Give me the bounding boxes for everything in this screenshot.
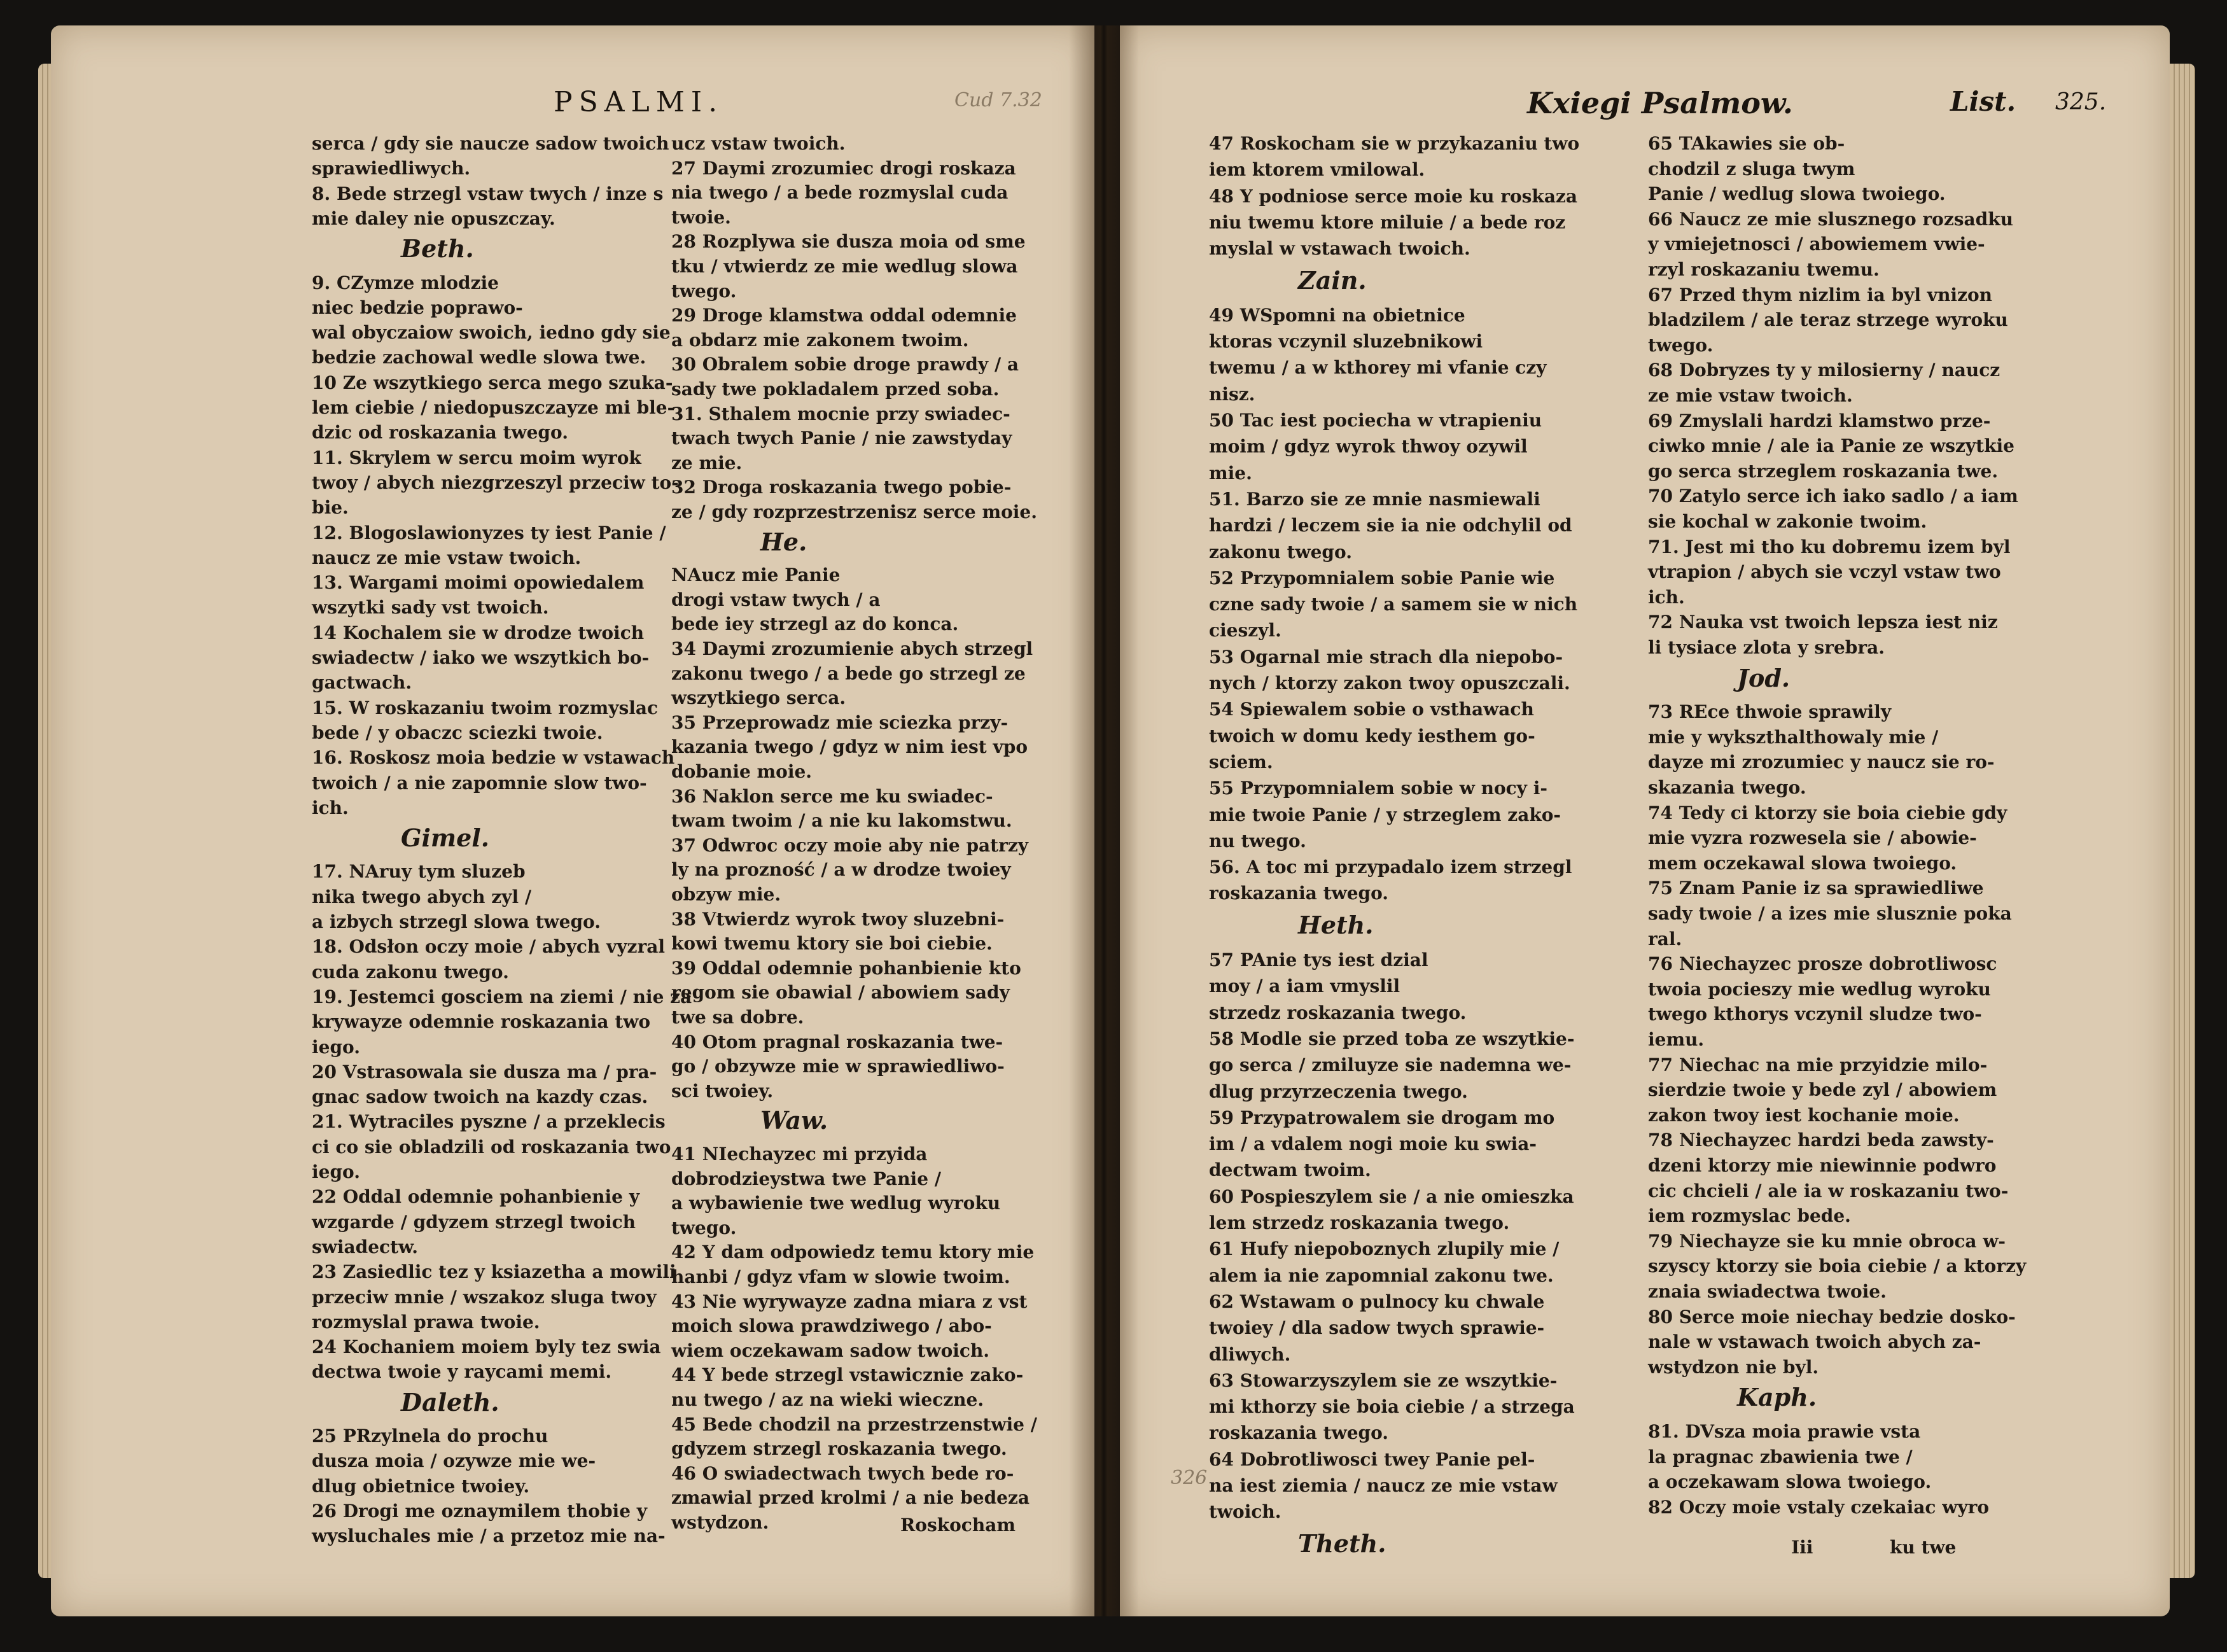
verse-line: naucz ze mie vstaw twoich.	[312, 547, 582, 568]
verse-line: 37 Odwroc oczy moie aby nie patrzy	[671, 834, 1029, 856]
section-heading: Kaph.	[1737, 1383, 1817, 1412]
verse-line: niu twemu ktore miluie / a bede roz	[1209, 211, 1566, 233]
verse-line: gactwach.	[312, 672, 412, 694]
verse-line: 72 Nauka vst twoich lepsza iest niz	[1648, 612, 1998, 633]
verse-line: mem oczekawal slowa twoiego.	[1648, 852, 1957, 874]
verse-line: 54 Spiewalem sobie o vsthawach	[1209, 699, 1534, 720]
verse-line: 50 Tac iest pociecha w vtrapieniu	[1209, 410, 1542, 431]
verse-line: 76 Niechayzec prosze dobrotliwosc	[1648, 953, 1997, 975]
verse-line: skazania twego.	[1648, 777, 1806, 798]
verse-line: lem ciebie / niedopuszczayze mi ble-	[312, 397, 675, 418]
folio-label: List.	[1950, 86, 2016, 117]
verse-line: twego.	[1648, 334, 1714, 356]
verse-line: iego.	[312, 1161, 360, 1182]
signature-mark: Iii	[1791, 1537, 1813, 1558]
verse-line: 10 Ze wszytkiego serca mego szuka-	[312, 372, 673, 393]
verse-line: 57 PAnie tys iest dzial	[1209, 949, 1428, 970]
verse-line: 77 Niechac na mie przyidzie milo-	[1648, 1054, 1988, 1075]
verse-line: ich.	[312, 797, 349, 818]
verse-line: bie.	[312, 497, 349, 519]
verse-line: 22 Oddal odemnie pohanbienie y	[312, 1186, 640, 1208]
verse-line: strzedz roskazania twego.	[1209, 1002, 1467, 1023]
verse-line: 23 Zasiedlic tez y ksiazetha a mowili	[312, 1261, 676, 1283]
verse-line: roskazania twego.	[1209, 883, 1389, 904]
verse-line: twego.	[671, 280, 737, 302]
verse-line: dectwam twoim.	[1209, 1159, 1371, 1181]
verse-line: 70 Zatylo serce ich iako sadlo / a iam	[1648, 486, 2018, 507]
verse-line: 35 Przeprowadz mie sciezka przy-	[671, 711, 1009, 733]
catchword-right: ku twe	[1890, 1537, 1957, 1558]
page-edges-right	[2170, 64, 2195, 1578]
verse-line: dayze mi zrozumiec y naucz sie ro-	[1648, 752, 1995, 773]
verse-line: 73 REce thwoie sprawily	[1648, 701, 1892, 723]
section-heading: Daleth.	[401, 1387, 499, 1417]
verse-line: zakonu twego / a bede go strzegl ze	[671, 662, 1026, 684]
verse-line: dlug obietnice twoiey.	[312, 1475, 530, 1497]
verse-line: dlug przyrzeczenia twego.	[1209, 1081, 1468, 1102]
verse-line: 61 Hufy niepoboznych zlupily mie /	[1209, 1238, 1560, 1260]
verse-line: iem rozmyslac bede.	[1648, 1205, 1851, 1227]
verse-line: 14 Kochalem sie w drodze twoich	[312, 622, 645, 643]
verse-line: czne sady twoie / a samem sie w nich	[1209, 594, 1578, 615]
verse-line: twego.	[671, 1217, 737, 1238]
section-heading: Waw.	[760, 1106, 828, 1135]
verse-line: 36 Naklon serce me ku swiadec-	[671, 785, 993, 807]
verse-line: kazania twego / gdyz w nim iest vpo	[671, 736, 1028, 758]
verse-line: ktoras vczynil sluzebnikowi	[1209, 331, 1483, 353]
verse-line: moim / gdyz wyrok thwoy ozywil	[1209, 436, 1528, 458]
verse-line: moy / a iam vmyslil	[1209, 976, 1400, 997]
verse-line: dectwa twoie y raycami memi.	[312, 1361, 612, 1383]
verse-line: iego.	[312, 1036, 360, 1058]
verse-line: 24 Kochaniem moiem byly tez swia	[312, 1336, 661, 1358]
verse-line: 71. Jest mi tho ku dobremu izem byl	[1648, 536, 2011, 557]
verse-line: dzeni ktorzy mie niewinnie podwro	[1648, 1155, 1997, 1176]
verse-line: cuda zakonu twego.	[312, 961, 509, 983]
running-head-right: Kxiegi Psalmow.	[1527, 86, 1793, 120]
verse-line: wstydzon nie byl.	[1648, 1356, 1819, 1378]
verse-line: gnac sadow twoich na kazdy czas.	[312, 1086, 648, 1108]
verse-line: wysluchales mie / a przetoz mie na-	[312, 1525, 666, 1547]
verse-line: sierdzie twoie y bede zyl / abowiem	[1648, 1079, 1997, 1101]
pencil-note-right: 326	[1171, 1467, 1208, 1489]
verse-line: 53 Ogarnal mie strach dla niepobo-	[1209, 646, 1563, 668]
verse-line: przeciw mnie / wszakoz sluga twoy	[312, 1286, 657, 1308]
verse-line: twego kthorys vczynil sludze two-	[1648, 1004, 1982, 1025]
verse-line: regom sie obawial / abowiem sady	[671, 982, 1010, 1004]
verse-line: 15. W roskazaniu twoim rozmyslac	[312, 697, 659, 718]
section-heading: He.	[760, 527, 807, 556]
verse-line: rozmyslal prawa twoie.	[312, 1311, 540, 1333]
verse-line: hardzi / leczem sie ia nie odchylil od	[1209, 515, 1572, 536]
verse-line: 30 Obralem sobie droge prawdy / a	[671, 354, 1019, 375]
verse-line: y vmiejetnosci / abowiemem vwie-	[1648, 234, 1985, 255]
verse-line: sie kochal w zakonie twoim.	[1648, 511, 1927, 532]
verse-line: 41 NIechayzec mi przyida	[671, 1144, 928, 1165]
verse-line: vtrapion / abych sie vczyl vstaw two	[1648, 561, 2001, 583]
verse-line: 82 Oczy moie vstaly czekaiac wyro	[1648, 1496, 1990, 1518]
verse-line: kowi twemu ktory sie boi ciebie.	[671, 933, 993, 955]
section-heading: Jod.	[1737, 663, 1791, 692]
verse-line: a izbych strzegl slowa twego.	[312, 911, 601, 932]
verse-line: 47 Roskocham sie w przykazaniu two	[1209, 133, 1580, 154]
verse-line: go serca / zmiluyze sie nademna we-	[1209, 1054, 1572, 1076]
verse-line: 81. DVsza moia prawie vsta	[1648, 1421, 1921, 1442]
verse-line: 11. Skrylem w sercu moim wyrok	[312, 447, 641, 468]
verse-line: 60 Pospieszylem sie / a nie omieszka	[1209, 1186, 1574, 1207]
verse-line: 34 Daymi zrozumienie abych strzegl	[671, 638, 1033, 659]
verse-line: szyscy ktorzy sie boia ciebie / a ktorzy	[1648, 1256, 2027, 1277]
verse-line: 9. CZymze mlodzie	[312, 272, 499, 293]
verse-line: wszytkiego serca.	[671, 687, 846, 709]
verse-line: 8. Bede strzegl vstaw twych / inze s	[312, 183, 664, 204]
verse-line: dobrodzieystwa twe Panie /	[671, 1168, 941, 1189]
verse-line: 32 Droga roskazania twego pobie-	[671, 477, 1012, 498]
verse-line: 21. Wytraciles pyszne / a przeklecis	[312, 1111, 666, 1133]
verse-line: 56. A toc mi przypadalo izem strzegl	[1209, 857, 1572, 878]
verse-line: twoich / a nie zapomnie slow two-	[312, 772, 647, 794]
verse-line: mie.	[1209, 462, 1252, 484]
verse-line: 62 Wstawam o pulnocy ku chwale	[1209, 1291, 1545, 1312]
verse-line: 75 Znam Panie iz sa sprawiedliwe	[1648, 878, 1984, 899]
verse-line: 28 Rozplywa sie dusza moia od sme	[671, 231, 1026, 253]
verse-line: 79 Niechayze sie ku mnie obroca w-	[1648, 1230, 2006, 1252]
verse-line: a oczekawam slowa twoiego.	[1648, 1471, 1932, 1493]
section-heading: Zain.	[1298, 265, 1367, 295]
verse-line: im / a vdalem nogi moie ku swia-	[1209, 1133, 1537, 1155]
verse-line: tku / vtwierdz ze mie wedlug slowa	[671, 256, 1018, 277]
verse-line: ciwko mnie / ale ia Panie ze wszytkie	[1648, 435, 2014, 457]
verse-line: mie vyzra rozwesela sie / abowie-	[1648, 827, 1977, 849]
verse-line: 27 Daymi zrozumiec drogi roskaza	[671, 157, 1016, 179]
verse-line: na iest ziemia / naucz ze mie vstaw	[1209, 1475, 1558, 1496]
verse-line: 17. NAruy tym sluzeb	[312, 861, 526, 883]
verse-line: mi kthorzy sie boia ciebie / a strzega	[1209, 1396, 1575, 1418]
verse-line: 51. Barzo sie ze mnie nasmiewali	[1209, 488, 1540, 510]
section-heading: Beth.	[401, 234, 474, 263]
verse-line: moich slowa prawdziwego / abo-	[671, 1315, 992, 1337]
verse-line: wiem oczekawam sadow twoich.	[671, 1340, 990, 1361]
verse-line: zmawial przed krolmi / a nie bedeza	[671, 1487, 1030, 1509]
verse-line: 42 Y dam odpowiedz temu ktory mie	[671, 1242, 1035, 1263]
verse-line: iem ktorem vmilowal.	[1209, 159, 1425, 181]
verse-line: sady twoie / a izes mie slusznie poka	[1648, 903, 2012, 924]
verse-line: bladzilem / ale teraz strzege wyroku	[1648, 309, 2008, 331]
verse-line: twoich.	[1209, 1501, 1281, 1523]
page-edges-left	[38, 64, 51, 1578]
verse-line: dzic od roskazania twego.	[312, 422, 568, 444]
verse-line: gdyzem strzegl roskazania twego.	[671, 1438, 1007, 1460]
verse-line: dusza moia / ozywze mie we-	[312, 1450, 596, 1472]
verse-line: 13. Wargami moimi opowiedalem	[312, 572, 645, 594]
verse-line: 65 TAkawies sie ob-	[1648, 133, 1845, 154]
verse-line: krywayze odemnie roskazania two	[312, 1011, 651, 1033]
verse-line: Panie / wedlug slowa twoiego.	[1648, 183, 1946, 205]
verse-line: 16. Roskosz moia bedzie w vstawach	[312, 747, 675, 769]
verse-line: 78 Niechayzec hardzi beda zawsty-	[1648, 1130, 1994, 1151]
verse-line: ze / gdy rozprzestrzenisz serce moie.	[671, 501, 1037, 522]
verse-line: 12. Blogoslawionyzes ty iest Panie /	[312, 522, 666, 543]
verse-line: drogi vstaw twych / a	[671, 589, 881, 610]
section-heading: Heth.	[1298, 910, 1374, 939]
verse-line: 66 Naucz ze mie slusznego rozsadku	[1648, 208, 2013, 230]
verse-line: cieszyl.	[1209, 620, 1281, 641]
left-page	[51, 25, 1094, 1616]
open-book	[38, 25, 2202, 1629]
catchword-left: Roskocham	[900, 1515, 1016, 1536]
verse-line: go / obzywze mie w sprawiedliwo-	[671, 1056, 1005, 1077]
verse-line: nia twego / a bede rozmyslal cuda	[671, 182, 1009, 204]
verse-line: zakonu twego.	[1209, 541, 1352, 563]
verse-line: mie twoie Panie / y strzeglem zako-	[1209, 804, 1561, 825]
verse-line: sprawiedliwych.	[312, 158, 471, 179]
verse-line: ich.	[1648, 586, 1685, 608]
verse-line: 58 Modle sie przed toba ze wszytkie-	[1209, 1028, 1575, 1049]
verse-line: ucz vstaw twoich.	[671, 133, 846, 154]
section-heading: Gimel.	[401, 823, 489, 853]
verse-line: la pragnac zbawienia twe /	[1648, 1446, 1913, 1467]
verse-line: 59 Przypatrowalem sie drogam mo	[1209, 1107, 1555, 1128]
verse-line: bedzie zachowal wedle slowa twe.	[312, 347, 646, 368]
verse-line: mie y wykszthalthowaly mie /	[1648, 726, 1939, 748]
verse-line: roskazania twego.	[1209, 1422, 1389, 1444]
verse-line: 74 Tedy ci ktorzy sie boia ciebie gdy	[1648, 802, 2007, 823]
verse-line: iemu.	[1648, 1029, 1705, 1050]
verse-line: bede iey strzegl az do konca.	[671, 613, 959, 635]
verse-line: nu twego / az na wieki wieczne.	[671, 1389, 984, 1410]
verse-line: 19. Jestemci gosciem na ziemi / nie za	[312, 986, 692, 1007]
verse-line: twam twoim / a nie ku lakomstwu.	[671, 810, 1012, 832]
verse-line: 46 O swiadectwach twych bede ro-	[671, 1462, 1014, 1484]
verse-line: 49 WSpomni na obietnice	[1209, 304, 1465, 326]
verse-line: 45 Bede chodzil na przestrzenstwie /	[671, 1413, 1037, 1435]
verse-line: sady twe pokladalem przed soba.	[671, 379, 1000, 400]
verse-line: 68 Dobryzes ty y milosierny / naucz	[1648, 360, 2000, 381]
verse-line: wzgarde / gdyzem strzegl twoich	[312, 1211, 636, 1233]
verse-line: niec bedzie poprawo-	[312, 297, 523, 318]
verse-line: 31. Sthalem mocnie przy swiadec-	[671, 403, 1010, 424]
verse-line: 43 Nie wyrywayze zadna miara z vst	[671, 1291, 1028, 1312]
verse-line: 55 Przypomnialem sobie w nocy i-	[1209, 778, 1547, 799]
verse-line: rzyl roskazaniu twemu.	[1648, 259, 1880, 280]
pencil-note-left: Cud 7.32	[954, 89, 1042, 111]
verse-line: 48 Y podniose serce moie ku roskaza	[1209, 185, 1578, 207]
verse-line: 64 Dobrotliwosci twey Panie pel-	[1209, 1448, 1535, 1470]
verse-line: swiadectw / iako we wszytkich bo-	[312, 647, 650, 668]
verse-line: 38 Vtwierdz wyrok twoy sluzebni-	[671, 908, 1005, 930]
verse-line: 26 Drogi me oznaymilem thobie y	[312, 1500, 648, 1522]
verse-line: serca / gdy sie naucze sadow twoich	[312, 133, 669, 154]
verse-line: hanbi / gdyz vfam w slowie twoim.	[671, 1266, 1010, 1287]
verse-line: NAucz mie Panie	[671, 564, 841, 586]
verse-line: li tysiace zlota y srebra.	[1648, 637, 1885, 658]
verse-line: ly na prozność / a w drodze twoiey	[671, 859, 1011, 881]
verse-line: nu twego.	[1209, 830, 1306, 851]
book-gutter	[1069, 25, 1139, 1616]
verse-line: sci twoiey.	[671, 1080, 774, 1102]
verse-line: 39 Oddal odemnie pohanbienie kto	[671, 957, 1021, 979]
verse-line: wal obyczaiow swoich, iedno gdy sie	[312, 322, 671, 344]
verse-line: 69 Zmyslali hardzi klamstwo prze-	[1648, 410, 1991, 431]
verse-line: chodzil z sluga twym	[1648, 158, 1855, 179]
verse-line: nale w vstawach twoich abych za-	[1648, 1331, 1981, 1353]
verse-line: alem ia nie zapomnial zakonu twe.	[1209, 1264, 1554, 1286]
verse-line: cic chcieli / ale ia w roskazaniu two-	[1648, 1180, 2009, 1201]
verse-line: dliwych.	[1209, 1343, 1291, 1365]
folio-number: 325.	[2055, 89, 2107, 115]
verse-line: twach twych Panie / nie zawstyday	[671, 428, 1012, 449]
verse-line: lem strzedz roskazania twego.	[1209, 1212, 1510, 1233]
verse-line: 80 Serce moie niechay bedzie dosko-	[1648, 1306, 2016, 1327]
verse-line: wstydzon.	[671, 1512, 769, 1533]
verse-line: twoiey / dla sadow twych sprawie-	[1209, 1317, 1545, 1339]
right-page	[1120, 25, 2170, 1616]
verse-line: 40 Otom pragnal roskazania twe-	[671, 1031, 1003, 1053]
verse-line: wszytki sady vst twoich.	[312, 597, 549, 619]
verse-line: 18. Odsłon oczy moie / abych vyzral	[312, 936, 665, 958]
verse-line: ci co sie obladzili od roskazania two	[312, 1136, 671, 1158]
verse-line: 20 Vstrasowala sie dusza ma / pra-	[312, 1061, 657, 1082]
verse-line: twoich w domu kedy iesthem go-	[1209, 725, 1535, 746]
verse-line: nisz.	[1209, 383, 1255, 405]
verse-line: sciem.	[1209, 751, 1273, 773]
verse-line: bede / y obaczc sciezki twoie.	[312, 722, 603, 743]
verse-line: ze mie vstaw twoich.	[1648, 385, 1853, 406]
verse-line: ral.	[1648, 928, 1682, 949]
verse-line: 52 Przypomnialem sobie Panie wie	[1209, 567, 1555, 589]
verse-line: twemu / a w kthorey mi vfanie czy	[1209, 357, 1547, 379]
verse-line: a wybawienie twe wedlug wyroku	[671, 1193, 1001, 1214]
verse-line: zakon twoy iest kochanie moie.	[1648, 1104, 1960, 1126]
verse-line: dobanie moie.	[671, 761, 813, 782]
section-heading: Theth.	[1298, 1529, 1386, 1558]
verse-line: znaia swiadectwa twoie.	[1648, 1281, 1887, 1302]
verse-line: twoie.	[671, 206, 731, 228]
verse-line: 25 PRzylnela do prochu	[312, 1425, 548, 1446]
verse-line: 44 Y bede strzegl vstawicznie zako-	[671, 1364, 1024, 1386]
verse-line: a obdarz mie zakonem twoim.	[671, 329, 969, 351]
verse-line: nika twego abych zyl /	[312, 886, 532, 907]
verse-line: twoy / abych niezgrzeszyl przeciw to-	[312, 472, 679, 493]
verse-line: ze mie.	[671, 452, 743, 473]
verse-line: twe sa dobre.	[671, 1007, 804, 1028]
verse-line: obzyw mie.	[671, 884, 781, 905]
verse-line: 67 Przed thym nizlim ia byl vnizon	[1648, 284, 1992, 305]
running-head-left: PSALMI.	[554, 86, 724, 118]
verse-line: swiadectw.	[312, 1236, 419, 1257]
verse-line: nych / ktorzy zakon twoy opuszczali.	[1209, 673, 1570, 694]
verse-line: twoia pocieszy mie wedlug wyroku	[1648, 978, 1991, 1000]
verse-line: go serca strzeglem roskazania twe.	[1648, 460, 1999, 482]
verse-line: 29 Droge klamstwa oddal odemnie	[671, 305, 1017, 326]
verse-line: 63 Stowarzyszylem sie ze wszytkie-	[1209, 1369, 1558, 1391]
verse-line: mie daley nie opuszczay.	[312, 207, 555, 229]
verse-line: myslal w vstawach twoich.	[1209, 238, 1470, 260]
